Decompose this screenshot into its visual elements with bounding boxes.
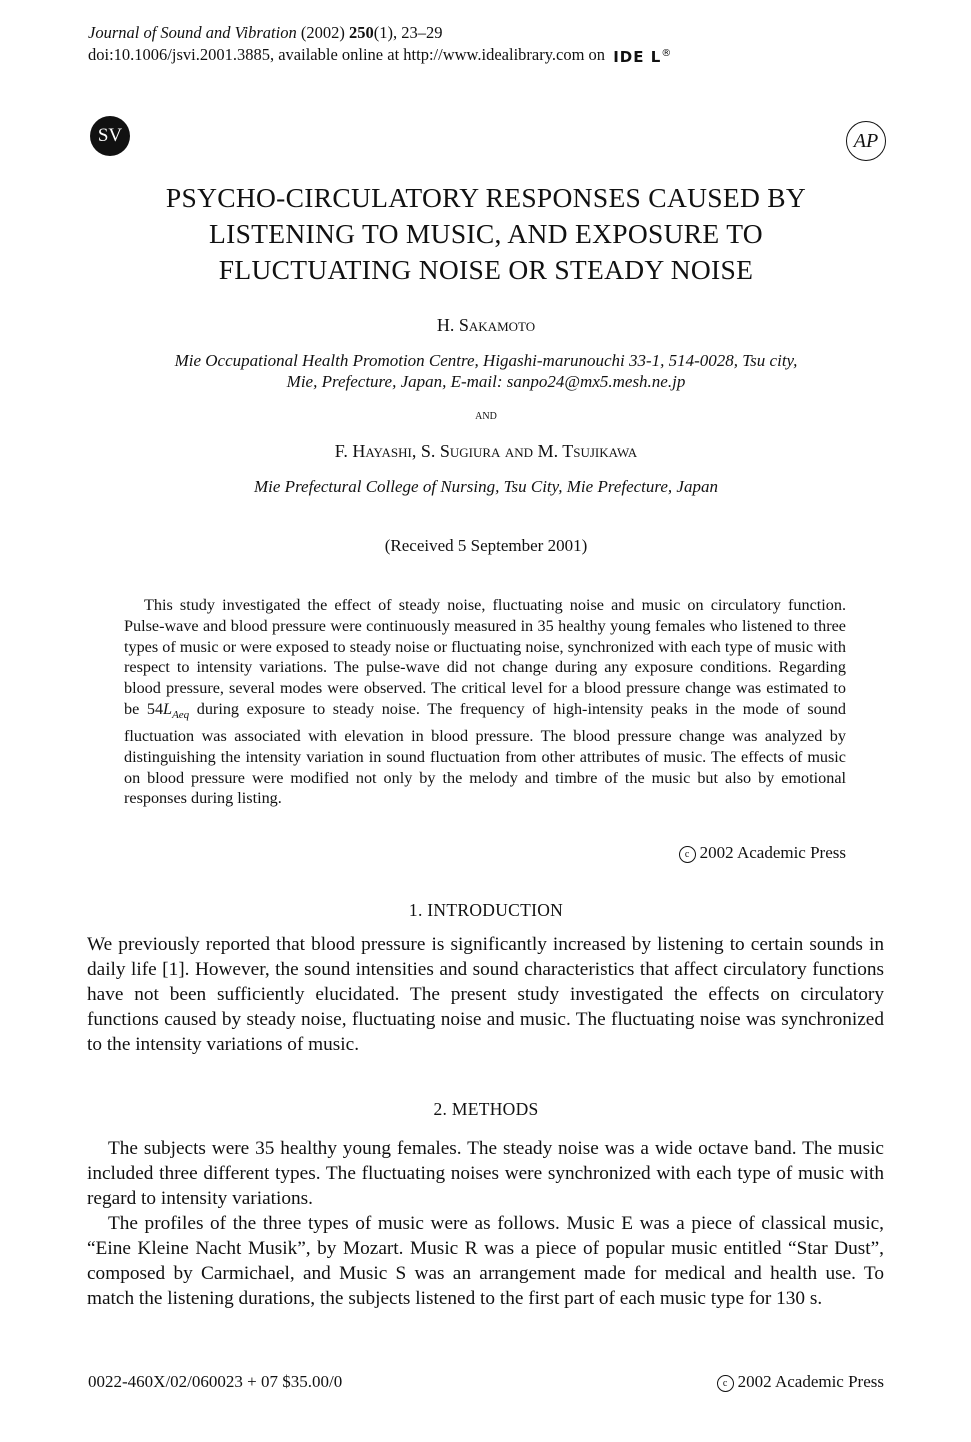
sv-logo-icon: SV <box>90 116 130 156</box>
abstract-text: This study investigated the effect of steady noise, fluctuating noise and music on circulatory function. Pulse-wave and blood pressure were continuously measured in 35 healthy young females who listened to three types of music or were exposed to steady noise or fluctuating noise, synchronized with each type of music with respect to intensity variations. The pulse-wave did not change during any exposure conditions. Regarding blood pressure, several modes were observed. The critical level for a blood pressure change was estimated to be $54L_{Aeq}$ during exposure to steady noise. The frequency of high-intensity peaks in the mode of sound fluctuation was associated with elevation in blood pressure. The blood pressure change was analyzed by distinguishing the intensity variation in sound fluctuation from other attributes of music. The effects of music on blood pressure were modified not only by the melody and timbre of the music but also by emotional responses during listing. <box>124 596 846 808</box>
footer-issn: 0022-460X/02/060023 + 07 $35.00/0 <box>88 1372 343 1391</box>
affiliation-1-line-2: Mie, Prefecture, Japan, E-mail: sanpo24@mx5.mesh.ne.jp <box>286 372 686 391</box>
journal-name: Journal of Sound and Vibration <box>88 23 297 42</box>
section-heading-introduction: 1. INTRODUCTION <box>408 900 564 920</box>
title-line: FLUCTUATING NOISE OR STEADY NOISE <box>218 254 754 285</box>
title-line: LISTENING TO MUSIC, AND EXPOSURE TO <box>209 218 763 249</box>
section-heading-methods: 2. METHODS <box>433 1099 539 1119</box>
methods-body <box>87 1136 884 1311</box>
paragraph: The subjects were 35 healthy young females. The steady noise was a wide octave band. The music included three different types. The fluctuating noises were synchronized with each type of music with regard to intensity variations. <box>87 1138 884 1209</box>
author-separator: and <box>475 408 497 423</box>
paragraph: We previously reported that blood pressure is significantly increased by listening to certain sounds in daily life [1]. However, the sound intensities and sound characteristics that affect circulatory functions have not been sufficiently elucidated. The present study investigated the effects on circulatory functions caused by steady noise, fluctuating noise and music. The fluctuating noise was synchronized to the intensity variations of music. <box>87 934 884 1055</box>
affiliation-2: Mie Prefectural College of Nursing, Tsu City, Mie Prefecture, Japan <box>254 477 718 496</box>
journal-year: (2002) <box>300 23 345 42</box>
authors-2: F. Hayashi, S. Sugiura and M. Tsujikawa <box>334 441 638 461</box>
journal-volume: 250 <box>348 23 374 42</box>
affiliation-1-line-1: Mie Occupational Health Promotion Centre, Higashi-marunouchi 33-1, 514-0028, Tsu city, <box>174 351 798 370</box>
copyright-icon: c <box>717 1375 734 1392</box>
registered-mark: ® <box>661 48 673 59</box>
leq-subscript: Aeq <box>172 709 190 722</box>
journal-citation <box>88 22 442 43</box>
doi-text: doi:10.1006/jsvi.2001.3885, available online at http://www.idealibrary.com on <box>88 45 606 64</box>
title-line: PSYCHO-CIRCULATORY RESPONSES CAUSED BY <box>165 182 807 213</box>
journal-issue-pages: (1), 23–29 <box>373 23 443 42</box>
footer-copyright: c 2002 Academic Press <box>686 1372 884 1392</box>
paragraph: The profiles of the three types of music were as follows. Music E was a piece of classical music, “Eine Kleine Nacht Musik”, by Mozart. Music R was a piece of popular music entitled “Star Dust”, composed by Carmichael, and Music S was an arrangement made for medical and health use. To match the listening durations, the subjects listened to the first part of each music type for 130 s. <box>87 1213 884 1309</box>
copyright-icon: c <box>679 846 696 863</box>
leq-symbol: L <box>163 699 173 718</box>
abstract-copyright: c 2002 Academic Press <box>600 843 846 863</box>
ap-logo-icon: AP <box>846 121 886 161</box>
received-date: (Received 5 September 2001) <box>384 536 588 555</box>
ideal-logo: IDE L® <box>613 48 673 66</box>
introduction-body <box>87 932 884 1057</box>
paper-title <box>86 180 886 288</box>
doi-line <box>88 43 672 68</box>
author-1: H. Sakamoto <box>436 315 536 335</box>
abstract <box>124 595 846 809</box>
